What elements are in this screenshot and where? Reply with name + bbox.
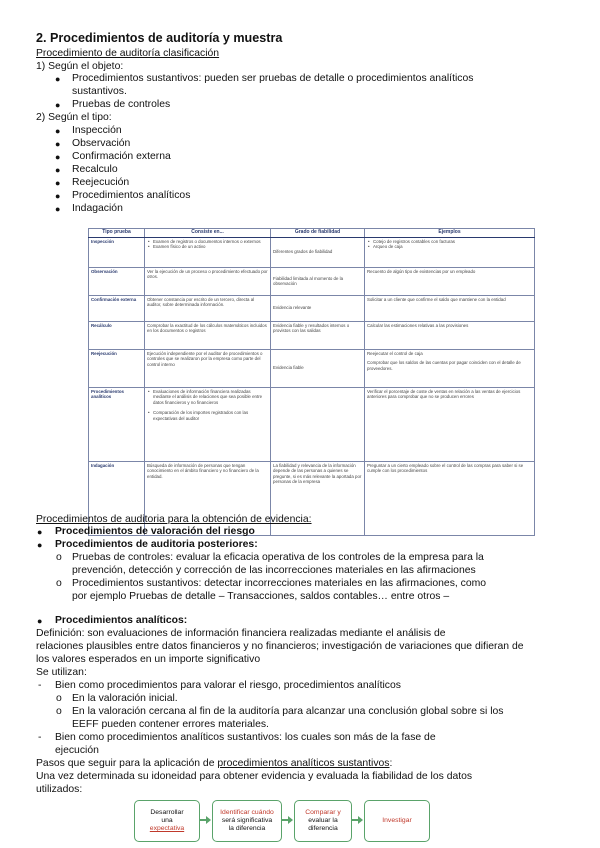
table-row (89, 349, 535, 387)
circle-bullet-icon: o (56, 706, 62, 717)
analytic-heading: Procedimientos analíticos: (55, 615, 188, 626)
examples-cell: Preguntar a un cierto empleado sobre el control de las compras para saber si se cumple con los procedimientos (365, 461, 535, 535)
description-cell: Obtener constancia por escrito de un tercero, directa al auditor, sobre determinada información. (145, 295, 271, 321)
flow-step-investigate: Investigar (364, 800, 430, 842)
circle-bullet-icon: o (56, 578, 62, 589)
description-cell: Comprobar la exactitud de los cálculos matemáticos incluidos en los documentos o registros (145, 321, 271, 349)
arrow-right-icon (199, 816, 211, 824)
object-item: Procedimientos sustantivos: pueden ser pruebas de detalle o procedimientos analíticos (72, 73, 474, 84)
examples-cell: Recuento de algún tipo de existencias por un empleado (365, 267, 535, 295)
bullet-icon: ● (37, 540, 43, 550)
evidence-heading: Procedimientos de auditoria para la obtención de evidencia: (36, 514, 312, 525)
description-cell: • Examen de registros o documentos internos o externos • Examen físico de un activo (145, 237, 271, 267)
bullet-icon: ● (55, 178, 61, 188)
table-row (89, 295, 535, 321)
examples-cell: Verificar el porcentaje de coste de ventas en relación a las ventas de ejercicios anteriores para comprobar que no se producen errores (365, 387, 535, 461)
controls-text: Pruebas de controles: evaluar la eficacia operativa de los controles de la empresa para la (72, 552, 484, 563)
reliability-cell: Evidencia relevante (271, 295, 365, 321)
arrow-right-icon (351, 816, 363, 824)
table-header-row (89, 229, 535, 238)
examples-cell: Calcular las estimaciones relativas a las provisiones (365, 321, 535, 349)
flow-step-expectation: Desarrollar una expectativa (134, 800, 200, 842)
sustantive-text: Procedimientos sustantivos: detectar incorrecciones materiales en las afirmaciones, como (72, 578, 487, 589)
reliability-cell (271, 387, 365, 461)
table-header-cell: Tipo prueba (89, 229, 145, 238)
bullet-icon: ● (55, 126, 61, 136)
table-header-cell: Ejemplos (365, 229, 535, 238)
table-header-cell: Grado de fiabilidad (271, 229, 365, 238)
audit-tests-table (88, 228, 535, 536)
test-type-cell: Recálculo (89, 321, 145, 349)
object-item: Pruebas de controles (72, 99, 171, 110)
description-cell: Ver la ejecución de un proceso o procedimiento efectuado por otros. (145, 267, 271, 295)
by-type-label: 2) Según el tipo: (36, 112, 112, 123)
bullet-icon: ● (55, 100, 61, 110)
type-item: Confirmación externa (72, 151, 171, 162)
test-type-cell: Observación (89, 267, 145, 295)
use-item: Bien como procedimientos para valorar el riesgo, procedimientos analíticos (55, 680, 401, 691)
use-subitem: En la valoración cercana al fin de la auditoría para alcanzar una conclusión global sobre si los (72, 706, 504, 717)
bullet-icon: ● (55, 139, 61, 149)
sustantive-text-cont: por ejemplo Pruebas de detalle – Transacciones, saldos contables… entre otros – (72, 591, 450, 602)
type-item: Recalculo (72, 164, 118, 175)
use-item-cont: ejecución (55, 745, 99, 756)
test-type-cell: Reejecución (89, 349, 145, 387)
by-object-label: 1) Según el objeto: (36, 61, 124, 72)
examples-cell: Solicitar a un cliente que confirme el saldo que mantiene con la entidad (365, 295, 535, 321)
table-row (89, 387, 535, 461)
dash-bullet-icon: - (38, 680, 42, 691)
type-item: Indagación (72, 203, 123, 214)
bullet-icon: ● (55, 152, 61, 162)
once-line: utilizados: (36, 784, 83, 795)
definition-line: relaciones plausibles entre datos financieros y no financieros; investigación de variaciones que difieran de (36, 641, 524, 652)
circle-bullet-icon: o (56, 693, 62, 704)
examples-cell: • Cotejo de registros contables con facturas • Arqueo de caja (365, 237, 535, 267)
type-item: Reejecución (72, 177, 130, 188)
dash-bullet-icon: - (38, 732, 42, 743)
classification-subtitle: Procedimiento de auditoría clasificación (36, 48, 220, 59)
test-type-cell: Procedimientos analíticos (89, 387, 145, 461)
steps-line: Pasos que seguir para la aplicación de procedimientos analíticos sustantivos: (36, 758, 393, 769)
table-header-cell: Consiste en... (145, 229, 271, 238)
definition-line: los valores esperados en un importe significativo (36, 654, 261, 665)
reliability-cell: Evidencia fiable y resultados internos o provistos con las salidas (271, 321, 365, 349)
once-line: Una vez determinada su idoneidad para obtener evidencia y evaluada la fiabilidad de los datos (36, 771, 473, 782)
type-item: Observación (72, 138, 131, 149)
type-item: Inspección (72, 125, 122, 136)
test-type-cell: Indagación (89, 461, 145, 535)
bullet-icon: ● (55, 204, 61, 214)
description-cell: • Evaluaciones de información financiera realizadas mediante el análisis de relaciones que sea posible entre datos financieros y no financieros • Comparación de los importes registrados con las expectativas del auditor (145, 387, 271, 461)
bullet-icon: ● (55, 191, 61, 201)
circle-bullet-icon: o (56, 552, 62, 563)
flow-step-significance: Identificar cuándo será significativa la diferencia (212, 800, 282, 842)
description-cell: Búsqueda de información de personas que tengan conocimiento en el ámbito financiero y no financiero de la entidad. (145, 461, 271, 535)
reliability-cell: Fiabilidad limitada al momento de la observación (271, 267, 365, 295)
table-row (89, 267, 535, 295)
table-row (89, 237, 535, 267)
bullet-icon: ● (37, 616, 43, 626)
use-item: Bien como procedimientos analíticos sustantivos: los cuales son más de la fase de (55, 732, 436, 743)
type-item: Procedimientos analíticos (72, 190, 191, 201)
use-subitem-cont: EEFF pueden contener errores materiales. (72, 719, 269, 730)
reliability-cell: Diferentes grados de fiabilidad (271, 237, 365, 267)
bullet-icon: ● (55, 74, 61, 84)
use-subitem: En la valoración inicial. (72, 693, 178, 704)
section-title: 2. Procedimientos de auditoría y muestra (36, 31, 283, 45)
flow-step-compare: Comparar y evaluar la diferencia (294, 800, 352, 842)
test-type-cell: Confirmación externa (89, 295, 145, 321)
table-row (89, 321, 535, 349)
steps-link: procedimientos analíticos sustantivos (217, 758, 390, 769)
later-procedures: Procedimientos de auditoria posteriores: (55, 539, 258, 550)
examples-cell: Reejecutar el control de caja Comprobar que los saldos de las cuentas por pagar coinciden con el detalle de proveedores. (365, 349, 535, 387)
reliability-cell: Evidencia fiable (271, 349, 365, 387)
controls-text-cont: prevención, detección y corrección de las incorrecciones materiales en las afirmaciones (72, 565, 476, 576)
reliability-cell: La fiabilidad y relevancia de la información depende de las personas a quienes se pregunte, si es más relevante la aportada por personas de la empresa (271, 461, 365, 535)
test-type-cell: Inspección (89, 237, 145, 267)
object-item-cont: sustantivos. (72, 86, 127, 97)
bullet-icon: ● (55, 165, 61, 175)
bullet-icon: ● (37, 527, 43, 537)
definition-line: Definición: son evaluaciones de información financiera realizadas mediante el análisis de (36, 628, 446, 639)
used-label: Se utilizan: (36, 667, 87, 678)
risk-procedures: Procedimientos de valoración del riesgo (55, 526, 255, 537)
description-cell: Ejecución independiente por el auditor de procedimientos o controles que se realizaron por la empresa como parte del control interno (145, 349, 271, 387)
arrow-right-icon (281, 816, 293, 824)
